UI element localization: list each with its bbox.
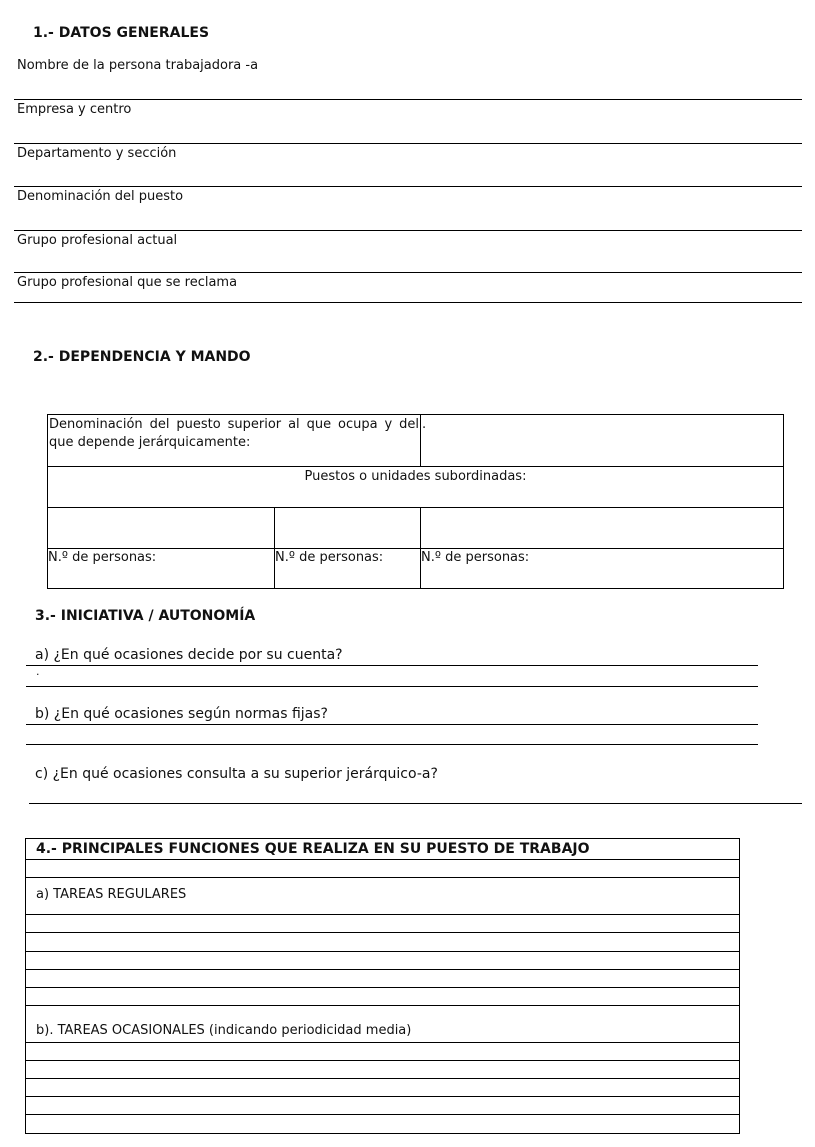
subordinate-unit-name-input[interactable] <box>48 508 274 548</box>
regular-task-line[interactable] <box>26 1005 739 1006</box>
field-label-job-title: Denominación del puesto <box>17 189 184 204</box>
table-rule <box>47 466 784 467</box>
table-border-bottom <box>47 588 784 589</box>
regular-task-line[interactable] <box>26 987 739 988</box>
field-input-department[interactable] <box>14 186 802 187</box>
question-a-answer-line[interactable] <box>26 686 758 687</box>
question-b-answer-line[interactable] <box>26 744 758 745</box>
question-b-underline <box>26 724 758 725</box>
table-col-divider <box>420 414 421 467</box>
superior-position-input[interactable]: . <box>422 417 427 432</box>
field-input-job-title[interactable] <box>14 230 802 231</box>
table-rule <box>47 548 784 549</box>
field-label-worker-name: Nombre de la persona trabajadora -a <box>17 58 259 73</box>
occasional-task-line[interactable] <box>26 1042 739 1043</box>
occasional-task-line[interactable] <box>26 1060 739 1061</box>
regular-tasks-label: a) TAREAS REGULARES <box>36 887 187 902</box>
section-4-title: 4.- PRINCIPALES FUNCIONES QUE REALIZA EN SU PUESTO DE TRABAJO <box>36 841 590 857</box>
field-label-department: Departamento y sección <box>17 146 177 161</box>
section-3-title: 3.- INICIATIVA / AUTONOMÍA <box>35 608 256 624</box>
question-c-answer-line[interactable] <box>29 803 802 804</box>
functions-box <box>25 838 740 1134</box>
table-border-top <box>47 414 784 415</box>
regular-task-line[interactable] <box>26 969 739 970</box>
regular-task-line[interactable] <box>26 932 739 933</box>
persons-count-label: N.º de personas: <box>421 550 530 565</box>
superior-position-label-line1: Denominación del puesto superior al que ocupa y del <box>49 417 419 432</box>
table-border-right <box>783 414 784 589</box>
regular-task-line[interactable] <box>26 951 739 952</box>
field-input-claimed-group[interactable] <box>14 302 802 303</box>
question-a-label: a) ¿En qué ocasiones decide por su cuenta? <box>35 647 343 663</box>
question-c-label: c) ¿En qué ocasiones consulta a su superior jerárquico-a? <box>35 766 438 782</box>
section-1-title: 1.- DATOS GENERALES <box>33 25 210 41</box>
field-label-current-group: Grupo profesional actual <box>17 233 178 248</box>
question-a-answer[interactable]: . <box>36 665 40 678</box>
regular-task-line[interactable] <box>26 914 739 915</box>
subordinate-unit-name-input[interactable] <box>421 508 783 548</box>
subordinate-units-header: Puestos o unidades subordinadas: <box>304 469 527 484</box>
field-input-current-group[interactable] <box>14 272 802 273</box>
field-input-worker-name[interactable] <box>14 99 802 100</box>
occasional-task-line[interactable] <box>26 1114 739 1115</box>
occasional-task-line[interactable] <box>26 1096 739 1097</box>
question-a-underline <box>26 665 758 666</box>
persons-count-label: N.º de personas: <box>275 550 384 565</box>
field-label-claimed-group: Grupo profesional que se reclama <box>17 275 238 290</box>
field-input-company[interactable] <box>14 143 802 144</box>
section-2-title: 2.- DEPENDENCIA Y MANDO <box>33 349 251 365</box>
functions-rule <box>26 877 739 878</box>
field-label-company: Empresa y centro <box>17 102 132 117</box>
occasional-task-line[interactable] <box>26 1078 739 1079</box>
superior-position-label <box>49 416 419 452</box>
subordinate-unit-name-input[interactable] <box>275 508 420 548</box>
functions-rule <box>26 859 739 860</box>
persons-count-label: N.º de personas: <box>48 550 157 565</box>
superior-position-label-line2: que depende jerárquicamente: <box>49 435 251 450</box>
question-b-label: b) ¿En qué ocasiones según normas fijas? <box>35 706 328 722</box>
occasional-tasks-label: b). TAREAS OCASIONALES (indicando periodicidad media) <box>36 1023 412 1038</box>
